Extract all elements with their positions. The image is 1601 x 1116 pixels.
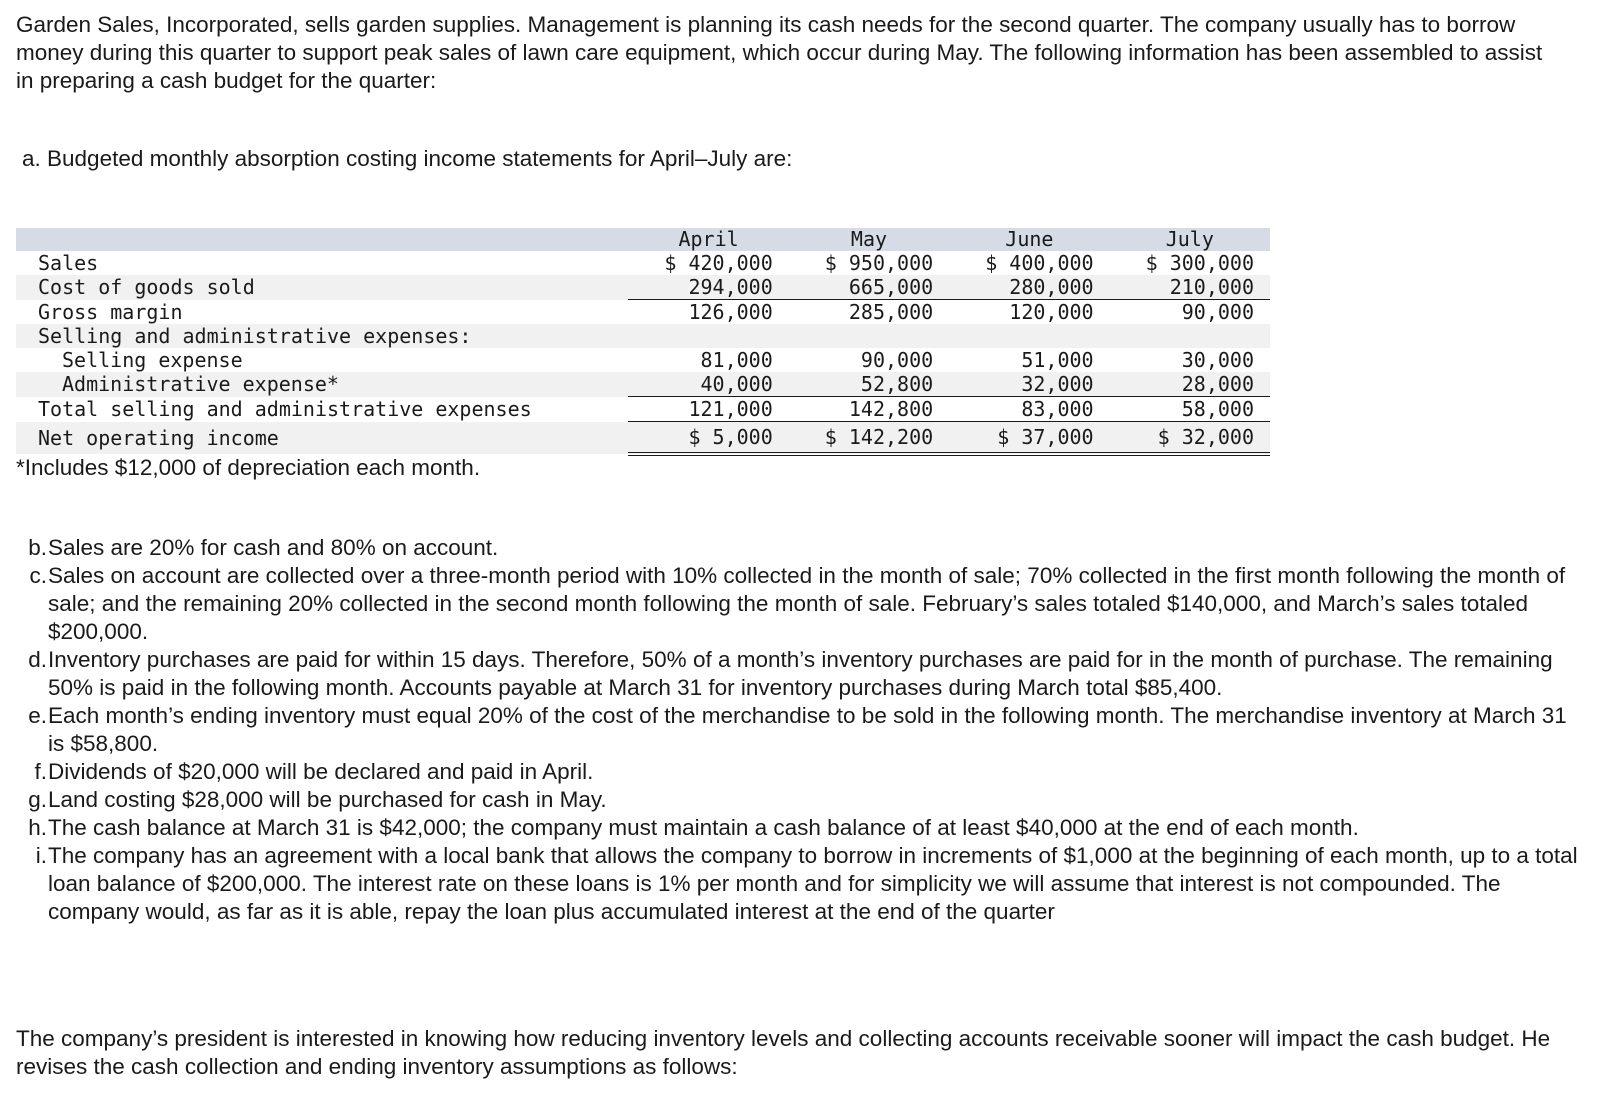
item-label: b. — [28, 535, 47, 560]
cell-july: $ 32,000 — [1110, 422, 1270, 455]
table-row-total-sga — [16, 397, 1270, 422]
depreciation-footnote: *Includes $12,000 of depreciation each month. — [16, 455, 481, 480]
row-label: Sales — [38, 251, 99, 275]
cell-july: 30,000 — [1181, 348, 1254, 372]
list-item-g — [20, 786, 1580, 814]
row-label: Administrative expense* — [16, 372, 628, 397]
item-text: Dividends of $20,000 will be declared and paid in April. — [48, 759, 594, 784]
part-a-heading: a. Budgeted monthly absorption costing income statements for April–July are: — [22, 146, 793, 171]
table-row-admin-expense — [16, 372, 1270, 397]
cell-june: $ 37,000 — [949, 422, 1109, 455]
column-header-july: July — [1110, 228, 1270, 251]
assumptions-list — [20, 534, 1580, 926]
column-header-may: May — [789, 228, 949, 251]
list-item-i — [20, 842, 1580, 926]
cell-april: 294,000 — [628, 275, 788, 300]
list-item-h — [20, 814, 1580, 842]
cell-june: 280,000 — [949, 275, 1109, 300]
intro-paragraph: Garden Sales, Incorporated, sells garden supplies. Management is planning its cash needs for the second quarter. The company usually has to borrow money during this quarter to support peak sales of lawn care equipment, which occur during May. The following information has been assembled to assist in preparing a cash budget for the quarter: — [16, 12, 1543, 93]
row-label: Selling and administrative expenses: — [16, 324, 628, 348]
list-item-c — [20, 562, 1580, 646]
cell-july — [1110, 324, 1270, 348]
item-text: Inventory purchases are paid for within 15 days. Therefore, 50% of a month’s inventory purchases are paid for in the month of purchase. The remaining 50% is paid in the following month. Accounts payable at March 31 for inventory purchases during March total $85,400. — [48, 647, 1553, 700]
item-text: Each month’s ending inventory must equal 20% of the cost of the merchandise to be sold in the following month. The merchandise inventory at March 31 is $58,800. — [48, 703, 1567, 756]
item-text: Sales on account are collected over a three-month period with 10% collected in the month of sale; 70% collected in the first month following the month of sale; and the remaining 20% collected in the second month following the month of sale. February’s sales totaled $140,000, and March’s sales totaled $200,000. — [48, 563, 1566, 644]
cell-may — [789, 324, 949, 348]
cell-may: 90,000 — [860, 348, 934, 372]
cell-may: 665,000 — [789, 275, 949, 300]
cell-april: 121,000 — [628, 397, 788, 422]
cell-may: 142,800 — [789, 397, 949, 422]
cell-may: $ 950,000 — [824, 251, 934, 275]
column-header-june: June — [949, 228, 1109, 251]
cell-may: 52,800 — [789, 372, 949, 397]
cell-july: 210,000 — [1110, 275, 1270, 300]
cell-june: $ 400,000 — [985, 251, 1094, 275]
row-label: Selling expense — [62, 348, 243, 372]
row-label: Gross margin — [38, 299, 183, 324]
cell-june: 83,000 — [949, 397, 1109, 422]
cell-april: 81,000 — [700, 348, 773, 372]
row-label: Cost of goods sold — [16, 275, 628, 300]
cell-june: 51,000 — [1021, 348, 1094, 372]
cell-april: 126,000 — [628, 300, 788, 325]
cell-july: $ 300,000 — [1145, 251, 1254, 275]
list-item-e — [20, 702, 1580, 758]
closing-paragraph: The company’s president is interested in knowing how reducing inventory levels and collecting accounts receivable sooner will impact the cash budget. He revises the cash collection and ending inventory assumptions as follows: — [16, 1026, 1551, 1079]
item-text: Sales are 20% for cash and 80% on account. — [48, 535, 499, 560]
row-label: Net operating income — [16, 422, 628, 455]
item-text: Land costing $28,000 will be purchased for cash in May. — [48, 787, 607, 812]
item-label: d. — [28, 647, 47, 672]
cell-april — [628, 324, 788, 348]
income-statement-table — [16, 228, 1270, 456]
cell-april: $ 420,000 — [664, 251, 773, 275]
list-item-f — [20, 758, 1580, 786]
cell-may: 285,000 — [789, 300, 949, 325]
cell-july: 90,000 — [1110, 300, 1270, 325]
table-row-sga-heading — [16, 324, 1270, 348]
item-label: c. — [29, 563, 47, 588]
cell-may: $ 142,200 — [789, 422, 949, 455]
item-label: g. — [28, 787, 47, 812]
list-item-d — [20, 646, 1580, 702]
table-row-selling-expense — [16, 348, 1270, 372]
item-label: h. — [28, 815, 47, 840]
item-text: The company has an agreement with a local bank that allows the company to borrow in increments of $1,000 at the beginning of each month, up to a total loan balance of $200,000. The interest rate on these loans is 1% per month and for simplicity we will assume that interest is not compounded. The company would, as far as it is able, repay the loan plus accumulated interest at the end of the quarter — [48, 843, 1578, 924]
item-label: i. — [35, 843, 47, 868]
item-label: f. — [34, 759, 47, 784]
table-row-sales — [16, 251, 1270, 275]
table-row-cogs — [16, 275, 1270, 300]
cell-april: $ 5,000 — [628, 422, 788, 455]
list-item-b — [20, 534, 1580, 562]
row-label: Total selling and administrative expenses — [38, 397, 532, 421]
cell-april: 40,000 — [628, 372, 788, 397]
column-header-april: April — [628, 228, 788, 251]
cell-june: 120,000 — [949, 300, 1109, 325]
cell-july: 58,000 — [1110, 397, 1270, 422]
table-row-gross-margin — [16, 300, 1270, 325]
header-label-cell — [16, 228, 628, 251]
cell-july: 28,000 — [1110, 372, 1270, 397]
table-row-net-operating-income — [16, 422, 1270, 455]
cell-june: 32,000 — [949, 372, 1109, 397]
cell-june — [949, 324, 1109, 348]
item-text: The cash balance at March 31 is $42,000; the company must maintain a cash balance of at least $40,000 at the end of each month. — [48, 815, 1359, 840]
table-header-row — [16, 228, 1270, 251]
item-label: e. — [28, 703, 47, 728]
